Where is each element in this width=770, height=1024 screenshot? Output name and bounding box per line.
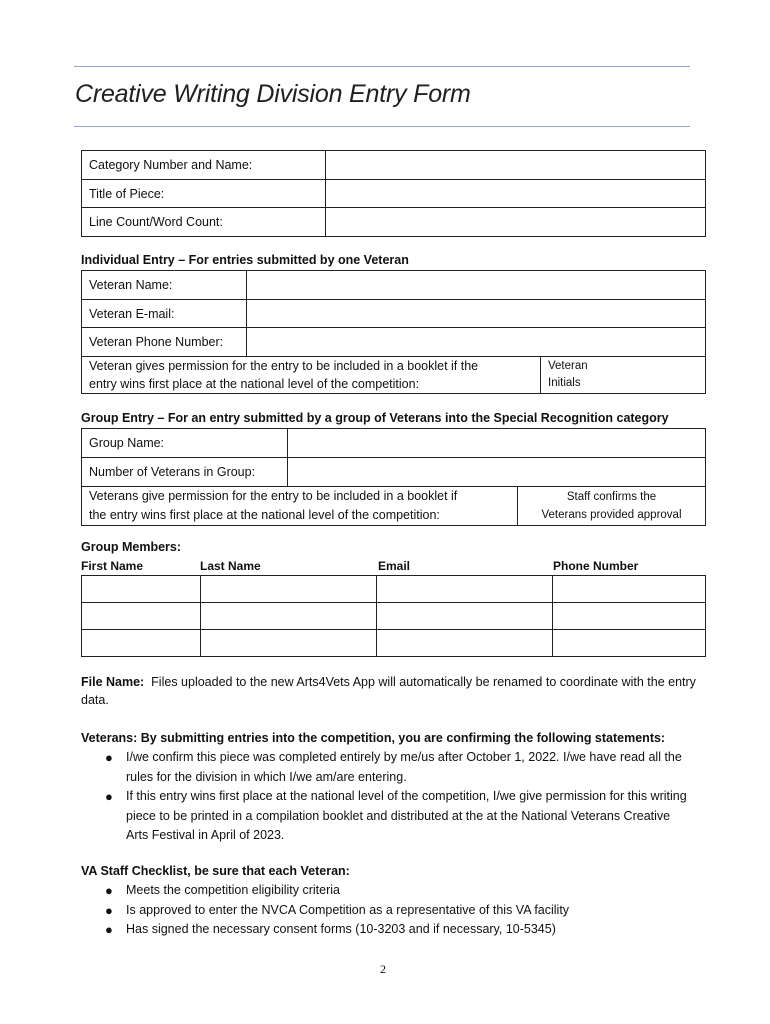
veterans-statements [81,729,713,846]
checklist-heading: VA Staff Checklist, be sure that each Veteran: [81,864,350,878]
group-entry-table [81,428,706,526]
email-cell[interactable] [377,603,553,630]
file-name-text: Files uploaded to the new Arts4Vets App will automatically be renamed to coordinate with the entry data. [81,675,696,707]
first-name-cell[interactable] [82,630,201,657]
veteran-permission-text [82,357,541,394]
group-name-label: Group Name: [82,429,288,458]
veterans-heading: Veterans: By submitting entries into the competition, you are confirming the following statements: [81,731,666,745]
group-entry-heading: Group Entry – For an entry submitted by a group of Veterans into the Special Recognition category [81,411,669,425]
first-name-header: First Name [81,559,144,573]
checklist-bullet-list [81,881,713,940]
veterans-bullet-list [81,748,691,846]
email-cell[interactable] [377,630,553,657]
category-label: Category Number and Name: [82,151,326,180]
veteran-name-input[interactable] [247,271,706,300]
piece-info-table [81,150,706,237]
table-row [82,576,706,603]
veterans-bullet-text: If this entry wins first place at the national level of the competition, I/we give permission for this writing piece to be printed in a compilation booklet and distributed at the at the National Veterans Creative Arts Festival in April of 2023. [126,789,687,842]
veteran-email-input[interactable] [247,300,706,328]
veterans-bullet-text: I/we confirm this piece was completed entirely by me/us after October 1, 2022. I/we have read all the rules for the division in which I/we am/are entering. [126,750,682,784]
veteran-name-label: Veteran Name: [82,271,247,300]
list-item [81,901,713,921]
line-count-input[interactable] [326,208,706,237]
veteran-phone-label: Veteran Phone Number: [82,328,247,357]
group-members-table [81,575,706,657]
line-count-label: Line Count/Word Count: [82,208,326,237]
last-name-cell[interactable] [201,603,377,630]
phone-number-cell[interactable] [553,576,706,603]
bullet-icon: ● [105,883,113,898]
file-name-label: File Name: [81,675,145,689]
table-row [82,603,706,630]
phone-number-cell[interactable] [553,603,706,630]
title-underline [74,126,690,127]
staff-checklist [81,862,713,940]
list-item [81,881,713,901]
phone-number-header: Phone Number [553,559,639,573]
last-name-header: Last Name [200,559,261,573]
last-name-cell[interactable] [201,630,377,657]
veteran-initials-box[interactable] [541,357,706,394]
checklist-bullet-text: Is approved to enter the NVCA Competition as a representative of this VA facility [126,902,570,917]
bullet-icon: ● [105,789,113,804]
form-title: Creative Writing Division Entry Form [75,80,471,108]
number-of-veterans-input[interactable] [288,458,706,487]
file-name-paragraph [81,673,713,709]
phone-number-cell[interactable] [553,630,706,657]
checklist-bullet-text: Meets the competition eligibility criteria [126,883,340,897]
checklist-bullet-text: Has signed the necessary consent forms (10-3203 and if necessary, 10-5345) [126,922,556,936]
category-input[interactable] [326,151,706,180]
list-item [81,920,713,940]
group-permission-line1: Veterans give permission for the entry to be included in a booklet if [89,489,458,503]
veteran-permission-line2: entry wins first place at the national level of the competition: [89,377,420,391]
bullet-icon: ● [105,750,113,765]
bullet-icon: ● [105,902,113,918]
page-number: 2 [380,962,386,976]
staff-confirms-line1: Staff confirms the [566,491,657,503]
email-header: Email [378,559,411,573]
veteran-permission-line1: Veteran gives permission for the entry to be included in a booklet if the [89,359,479,373]
first-name-cell[interactable] [82,603,201,630]
individual-entry-heading: Individual Entry – For entries submitted by one Veteran [81,253,409,267]
group-name-input[interactable] [288,429,706,458]
group-permission-line2: the entry wins first place at the national level of the competition: [89,508,440,522]
title-of-piece-label: Title of Piece: [82,180,326,208]
group-members-heading: Group Members: [81,540,182,554]
individual-entry-table [81,270,706,394]
first-name-cell[interactable] [82,576,201,603]
staff-confirms-line2: Veterans provided approval [541,509,682,521]
table-row [82,630,706,657]
veteran-email-label: Veteran E-mail: [82,300,247,328]
veteran-initials-line1: Veteran [548,360,588,372]
number-of-veterans-label: Number of Veterans in Group: [82,458,288,487]
staff-confirms-box[interactable] [518,487,706,526]
group-permission-text [82,487,518,526]
last-name-cell[interactable] [201,576,377,603]
title-of-piece-input[interactable] [326,180,706,208]
list-item [81,787,691,846]
email-cell[interactable] [377,576,553,603]
veteran-initials-line2: Initials [548,377,581,389]
bullet-icon: ● [105,922,113,937]
list-item [81,748,691,787]
top-rule [74,66,690,67]
veteran-phone-input[interactable] [247,328,706,357]
